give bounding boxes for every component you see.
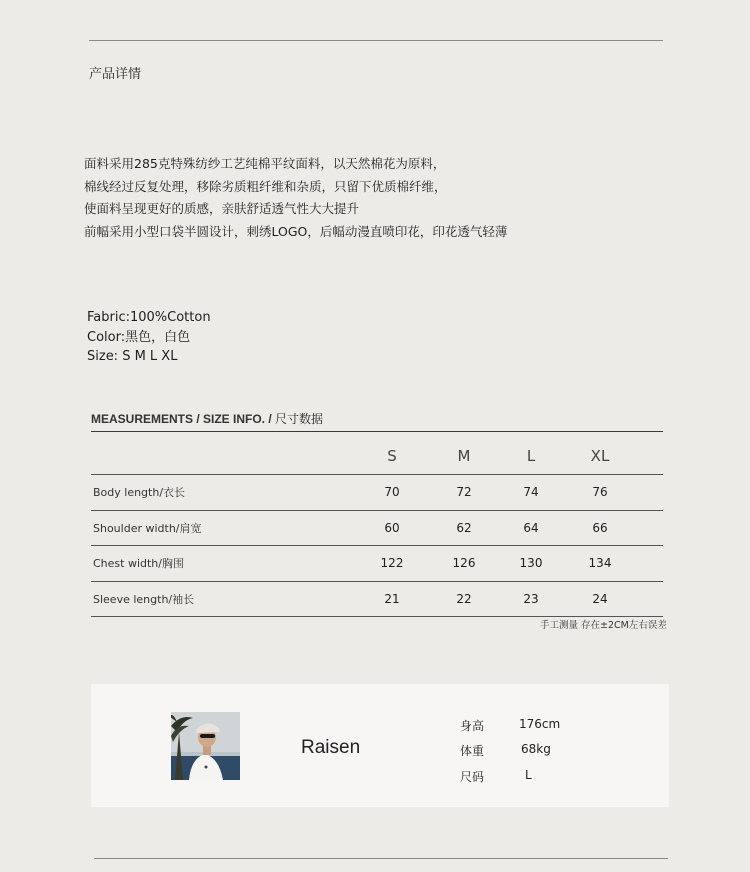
description-line: 面料采用285克特殊纺纱工艺纯棉平纹面料，以天然棉花为原料， <box>84 156 446 171</box>
model-name: Raisen <box>301 737 361 758</box>
bottom-divider <box>94 858 668 859</box>
table-row <box>91 475 663 511</box>
description-line: 前幅采用小型口袋半圆设计，刺绣LOGO，后幅动漫直喷印花，印花透气轻薄 <box>84 223 508 239</box>
table-row <box>91 510 663 546</box>
size-header-pad <box>638 432 663 475</box>
fabric-spec: Fabric:100%Cotton <box>87 310 211 325</box>
size-table <box>91 431 663 617</box>
cell-value: 60 <box>384 520 400 535</box>
model-info-card <box>91 684 669 807</box>
row-pad <box>638 510 663 546</box>
size-value: L <box>525 768 532 782</box>
description-line: 棉线经过反复处理，移除劣质粗纤维和杂质，只留下优质棉纤维， <box>84 178 447 194</box>
cell-value: 130 <box>519 556 543 571</box>
size-header-empty <box>91 432 356 475</box>
height-label: 身高 <box>460 719 485 733</box>
cell-value: 134 <box>588 556 612 571</box>
cell-value: 24 <box>592 591 608 606</box>
measurements-heading-en: MEASUREMENTS / <box>91 412 204 426</box>
cell-value: 21 <box>384 591 400 606</box>
row-label: Chest width/胸围 <box>93 557 184 571</box>
cell-value: 126 <box>452 556 476 571</box>
section-title: 产品详情 <box>89 67 142 82</box>
product-description <box>84 153 507 243</box>
measurement-note: 手工测量 存在±2CM左右误差 <box>540 620 667 631</box>
row-label: Body length/衣长 <box>93 486 186 500</box>
weight-value: 68kg <box>521 742 551 756</box>
model-photo <box>171 712 240 780</box>
size-header-l: L <box>526 447 536 465</box>
row-pad <box>638 581 663 617</box>
table-row <box>91 581 663 617</box>
measurements-heading <box>91 410 323 427</box>
cell-value: 70 <box>384 485 400 500</box>
row-pad <box>638 475 663 511</box>
cell-value: 64 <box>523 520 539 535</box>
product-specs <box>87 308 211 367</box>
size-header-xl: XL <box>590 447 610 465</box>
row-label: Shoulder width/肩宽 <box>93 521 202 535</box>
cell-value: 62 <box>456 520 472 535</box>
size-header-m: M <box>457 447 471 465</box>
cell-value: 22 <box>456 591 472 606</box>
size-header-row <box>91 432 663 475</box>
row-label: Sleeve length/袖长 <box>93 592 195 606</box>
cell-value: 72 <box>456 485 472 500</box>
size-label: 尺码 <box>460 770 485 784</box>
top-divider <box>89 40 663 41</box>
weight-label: 体重 <box>460 744 485 758</box>
cell-value: 74 <box>523 485 539 500</box>
size-info-heading: SIZE INFO. / <box>203 412 276 426</box>
height-value: 176cm <box>519 717 561 731</box>
model-photo-image <box>171 712 240 780</box>
row-pad <box>638 546 663 582</box>
cell-value: 122 <box>380 556 404 571</box>
color-spec: Color:黑色，白色 <box>87 329 191 345</box>
size-header-s: S <box>387 447 397 465</box>
cell-value: 23 <box>523 591 539 606</box>
size-spec: Size: S M L XL <box>87 349 178 364</box>
table-row <box>91 546 663 582</box>
cell-value: 66 <box>592 520 608 535</box>
size-data-heading-cn: 尺寸数据 <box>275 412 324 426</box>
cell-value: 76 <box>592 485 608 500</box>
description-line: 使面料呈现更好的质感，亲肤舒适透气性大大提升 <box>84 201 360 216</box>
